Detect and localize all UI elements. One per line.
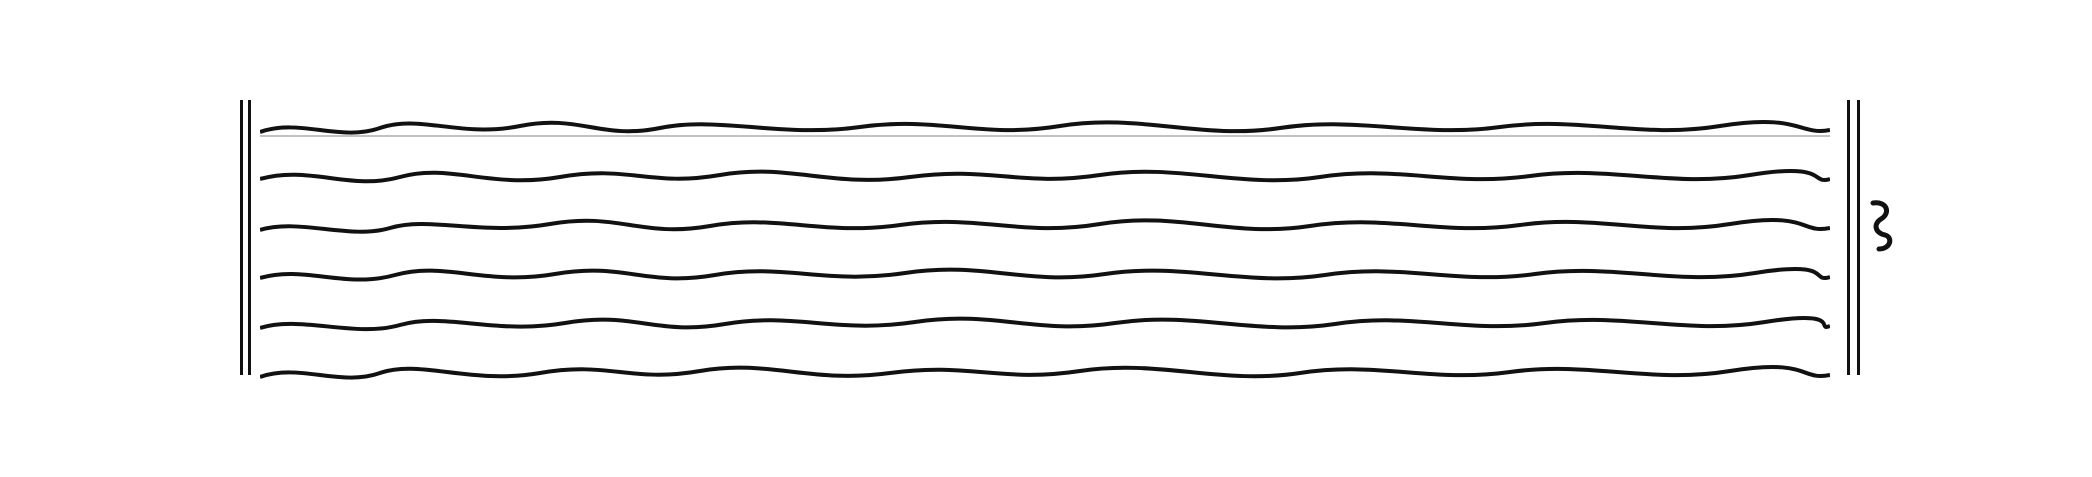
left-border-rule	[240, 100, 243, 375]
manuscript-line-1	[260, 108, 1830, 150]
manuscript-line-2	[260, 157, 1830, 199]
text-frame	[240, 100, 1860, 375]
left-border-rule-inner	[248, 100, 251, 375]
folio-mark-icon	[1865, 195, 1897, 255]
manuscript-line-3	[260, 206, 1830, 248]
text-block	[260, 108, 1832, 402]
manuscript-line-4	[260, 255, 1830, 297]
right-border-rule-inner	[1847, 100, 1850, 375]
manuscript-line-6	[260, 353, 1830, 395]
right-border-rule	[1857, 100, 1860, 375]
manuscript-line-5	[260, 304, 1830, 346]
